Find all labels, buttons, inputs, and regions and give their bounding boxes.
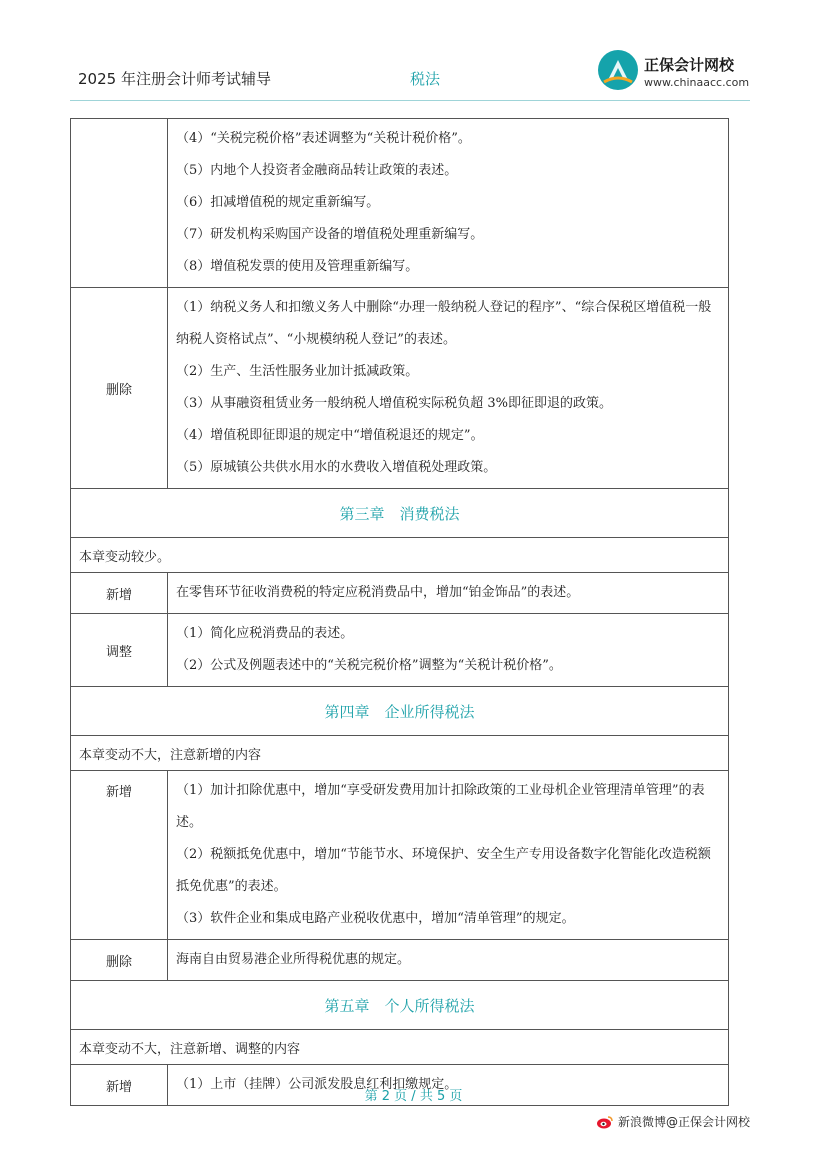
weibo-icon <box>596 1115 614 1129</box>
list-item: （2）税额抵免优惠中，增加“节能节水、环境保护、安全生产专用设备数字化智能化改造税额抵免优惠”的表述。 <box>176 847 711 894</box>
row-content <box>168 573 729 614</box>
brand-logo-icon <box>598 50 638 90</box>
chapter-heading-row <box>71 489 729 538</box>
document-title: 2025 年注册会计师考试辅导 <box>78 70 271 88</box>
list-item: （2）生产、生活性服务业加计抵减政策。 <box>176 364 419 379</box>
list-item: 海南自由贸易港企业所得税优惠的规定。 <box>176 952 411 967</box>
subject-title: 税法 <box>410 70 441 88</box>
table-row <box>71 614 729 687</box>
weibo-credit <box>596 1113 750 1130</box>
row-label <box>71 119 168 288</box>
table-row <box>71 119 729 288</box>
chapter-note: 本章变动不大，注意新增的内容 <box>71 736 729 771</box>
list-item: （5）原城镇公共供水用水的水费收入增值税处理政策。 <box>176 460 497 475</box>
row-content <box>168 288 729 489</box>
chapter-title: 第五章 个人所得税法 <box>71 981 729 1030</box>
list-item: （3）从事融资租赁业务一般纳税人增值税实际税负超 3%即征即退的政策。 <box>176 396 613 411</box>
list-item: （1）上市（挂牌）公司派发股息红利扣缴规定。 <box>176 1077 458 1092</box>
list-item: （7）研发机构采购国产设备的增值税处理重新编写。 <box>176 227 484 242</box>
row-label: 删除 <box>71 940 168 981</box>
page-header <box>0 0 827 104</box>
table-row <box>71 771 729 940</box>
chapter-heading-row <box>71 687 729 736</box>
page-indicator: 第 2 页 / 共 5 页 <box>364 1089 463 1104</box>
row-content <box>168 771 729 940</box>
chapter-title: 第三章 消费税法 <box>71 489 729 538</box>
chapter-heading-row <box>71 981 729 1030</box>
header-divider <box>70 100 750 101</box>
table-row <box>71 940 729 981</box>
chapter-note: 本章变动不大，注意新增、调整的内容 <box>71 1030 729 1065</box>
chapter-note-row <box>71 1030 729 1065</box>
list-item: 在零售环节征收消费税的特定应税消费品中，增加“铂金饰品”的表述。 <box>176 585 580 600</box>
chapter-title: 第四章 企业所得税法 <box>71 687 729 736</box>
row-content <box>168 614 729 687</box>
list-item: （3）软件企业和集成电路产业税收优惠中，增加“清单管理”的规定。 <box>176 911 575 926</box>
weibo-text: 新浪微博@正保会计网校 <box>618 1115 751 1129</box>
list-item: （4）增值税即征即退的规定中“增值税退还的规定”。 <box>176 428 484 443</box>
list-item: （1）加计扣除优惠中，增加“享受研发费用加计扣除政策的工业母机企业管理清单管理”的表述。 <box>176 783 705 830</box>
list-item: （6）扣减增值税的规定重新编写。 <box>176 195 380 210</box>
chapter-note-row <box>71 538 729 573</box>
list-item: （2）公式及例题表述中的“关税完税价格”调整为“关税计税价格”。 <box>176 658 562 673</box>
chapter-note-row <box>71 736 729 771</box>
row-label: 新增 <box>71 771 168 940</box>
chapter-note: 本章变动较少。 <box>71 538 729 573</box>
brand-name: 正保会计网校 <box>644 56 735 74</box>
list-item: （4）“关税完税价格”表述调整为“关税计税价格”。 <box>176 131 471 146</box>
brand-url: www.chinaacc.com <box>644 76 750 89</box>
row-label: 新增 <box>71 573 168 614</box>
changes-table <box>70 118 729 1106</box>
row-content <box>168 119 729 288</box>
row-label: 删除 <box>71 288 168 489</box>
table-row <box>71 573 729 614</box>
row-label: 调整 <box>71 614 168 687</box>
row-content <box>168 940 729 981</box>
table-row <box>71 288 729 489</box>
row-label: 新增 <box>71 1065 168 1106</box>
list-item: （8）增值税发票的使用及管理重新编写。 <box>176 259 419 274</box>
list-item: （5）内地个人投资者金融商品转让政策的表述。 <box>176 163 458 178</box>
list-item: （1）简化应税消费品的表述。 <box>176 626 354 641</box>
list-item: （1）纳税义务人和扣缴义务人中删除“办理一般纳税人登记的程序”、“综合保税区增值税一般纳税人资格试点”、“小规模纳税人登记”的表述。 <box>176 300 712 347</box>
